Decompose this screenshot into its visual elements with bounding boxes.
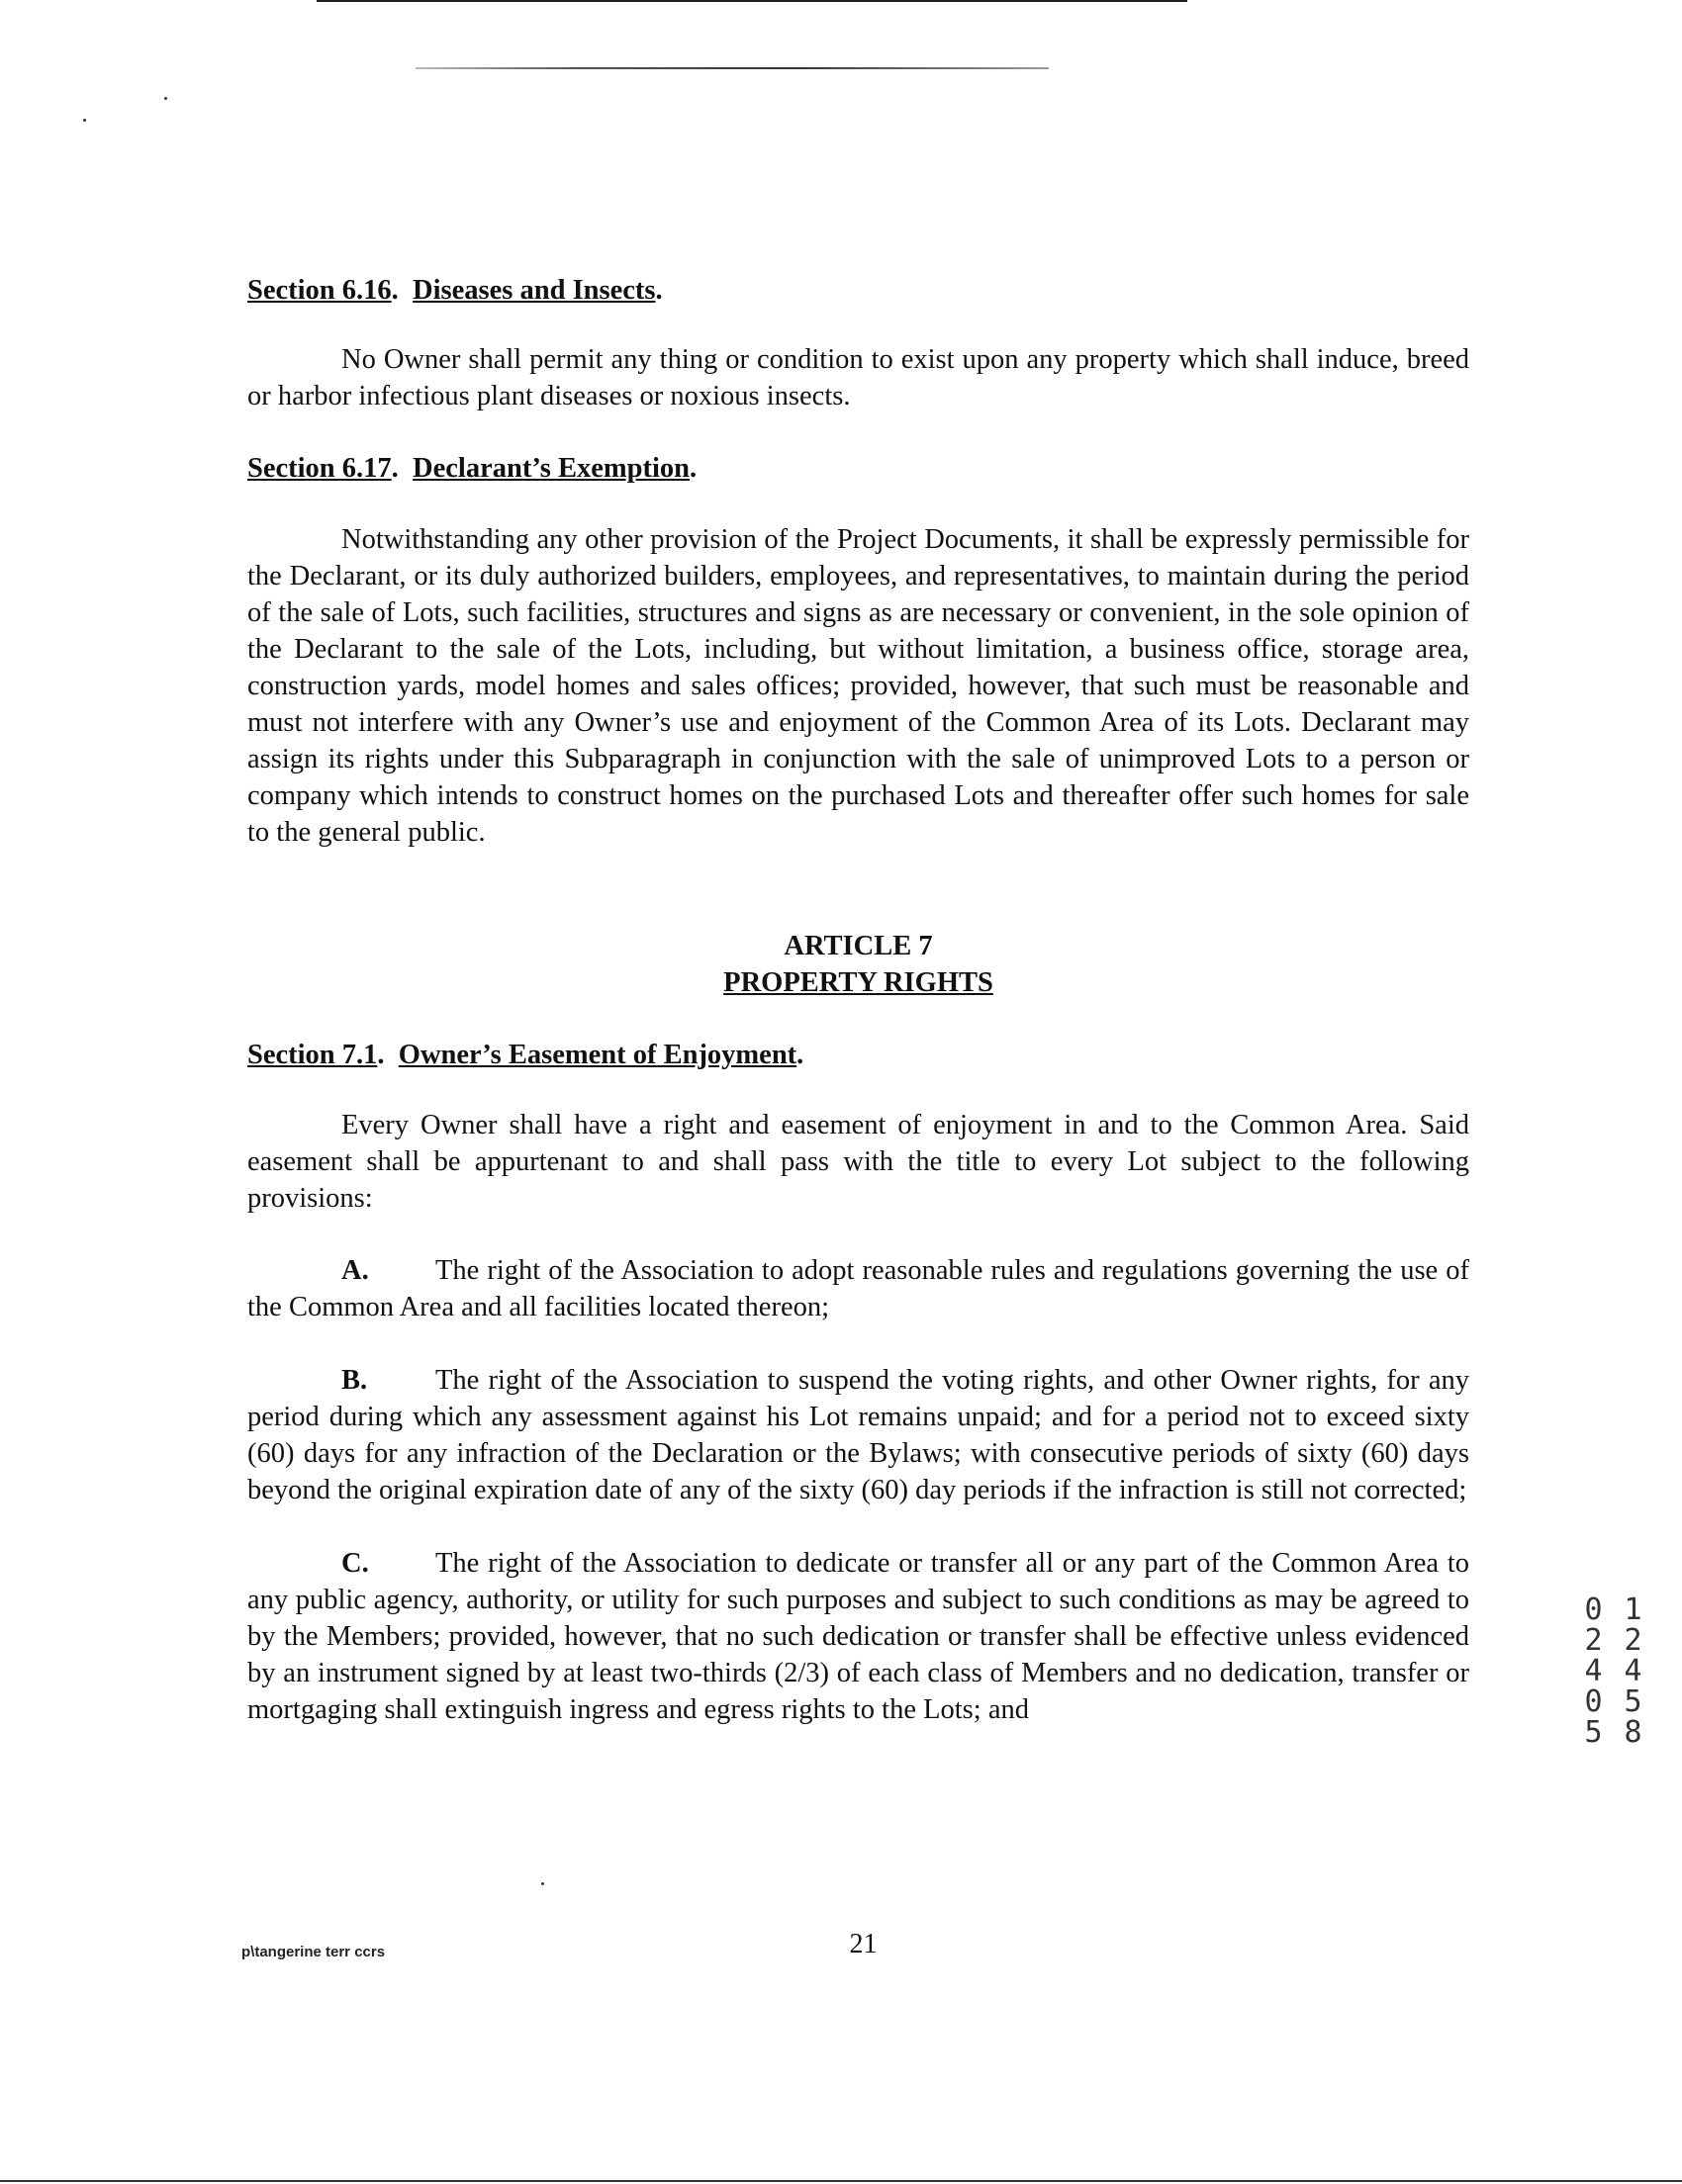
- page-number: 21: [849, 1929, 878, 1959]
- scan-top-rule: [317, 0, 1187, 2]
- section-6-17-heading: Section 6.17. Declarant’s Exemption.: [247, 453, 698, 484]
- article-number: ARTICLE 7: [784, 931, 933, 961]
- item-label: A.: [341, 1255, 369, 1286]
- item-text: The right of the Association to adopt reasonable rules and regulations governing the use of the Common Area and all facilities located thereon;: [247, 1255, 1469, 1322]
- item-text: The right of the Association to dedicate or transfer all or any part of the Common Area to any public agency, authority, or utility for such purposes and subject to such conditions as may be agreed to by the Members; provided, however, that no such dedication or transfer shall be effective unless evidenced by an instrument signed by at least two-thirds (2/3) of each class of Members and no dedication, transfer or mortgaging shall extinguish ingress and egress rights to the Lots; and: [247, 1548, 1469, 1725]
- scan-speck: [164, 97, 167, 100]
- section-title: Owner’s Easement of Enjoyment: [398, 1040, 797, 1070]
- scan-bottom-rule: [0, 2180, 1682, 2182]
- section-number: Section 7.1: [247, 1040, 378, 1070]
- section-title: Diseases and Insects: [413, 275, 656, 306]
- provision-item-b: [247, 1362, 1469, 1508]
- section-6-16-heading: Section 6.16. Diseases and Insects.: [247, 275, 663, 306]
- provision-item-c: [247, 1545, 1469, 1728]
- scan-speck: [541, 1882, 544, 1885]
- provision-item-a: [247, 1252, 1469, 1325]
- item-label: C.: [341, 1548, 369, 1579]
- section-number: Section 6.16: [247, 275, 392, 306]
- section-number: Section 6.17: [247, 453, 392, 484]
- recording-stamp-number: 12458 02405: [1576, 1592, 1650, 1746]
- scan-short-rule: [416, 67, 1049, 69]
- item-label: B.: [341, 1365, 368, 1396]
- article-title: PROPERTY RIGHTS: [723, 967, 993, 998]
- section-7-1-heading: Section 7.1. Owner’s Easement of Enjoyment.: [247, 1040, 804, 1070]
- footer-file-reference: p\tangerine terr ccrs: [241, 1944, 386, 1960]
- article-heading: [247, 928, 1469, 1001]
- section-7-1-intro: Every Owner shall have a right and easement of enjoyment in and to the Common Area. Said easement shall be appurtenant to and shall pass with the title to every Lot subject to the following provisions:: [247, 1110, 1469, 1214]
- section-6-17-paragraph: Notwithstanding any other provision of the Project Documents, it shall be expressly permissible for the Declarant, or its duly authorized builders, employees, and representatives, to maintain during the period of the sale of Lots, such facilities, structures and signs as are necessary or convenient, in the sole opinion of the Declarant to the sale of the Lots, including, but without limitation, a business office, storage area, construction yards, model homes and sales offices; provided, however, that such must be reasonable and must not interfere with any Owner’s use and enjoyment of the Common Area of its Lots. Declarant may assign its rights under this Subparagraph in conjunction with the sale of unimproved Lots to a person or company which intends to construct homes on the purchased Lots and thereafter offer such homes for sale to the general public.: [247, 524, 1469, 848]
- item-text: The right of the Association to suspend the voting rights, and other Owner rights, for any period during which any assessment against his Lot remains unpaid; and for a period not to exceed sixty (60) days for any infraction of the Declaration or the Bylaws; with consecutive periods of sixty (60) days beyond the original expiration date of any of the sixty (60) day periods if the infraction is still not corrected;: [247, 1365, 1469, 1505]
- section-6-16-paragraph: No Owner shall permit any thing or condition to exist upon any property which shall induce, breed or harbor infectious plant diseases or noxious insects.: [247, 344, 1469, 411]
- section-title: Declarant’s Exemption: [413, 453, 690, 484]
- scan-speck: [83, 119, 86, 122]
- document-body: [247, 272, 1469, 1728]
